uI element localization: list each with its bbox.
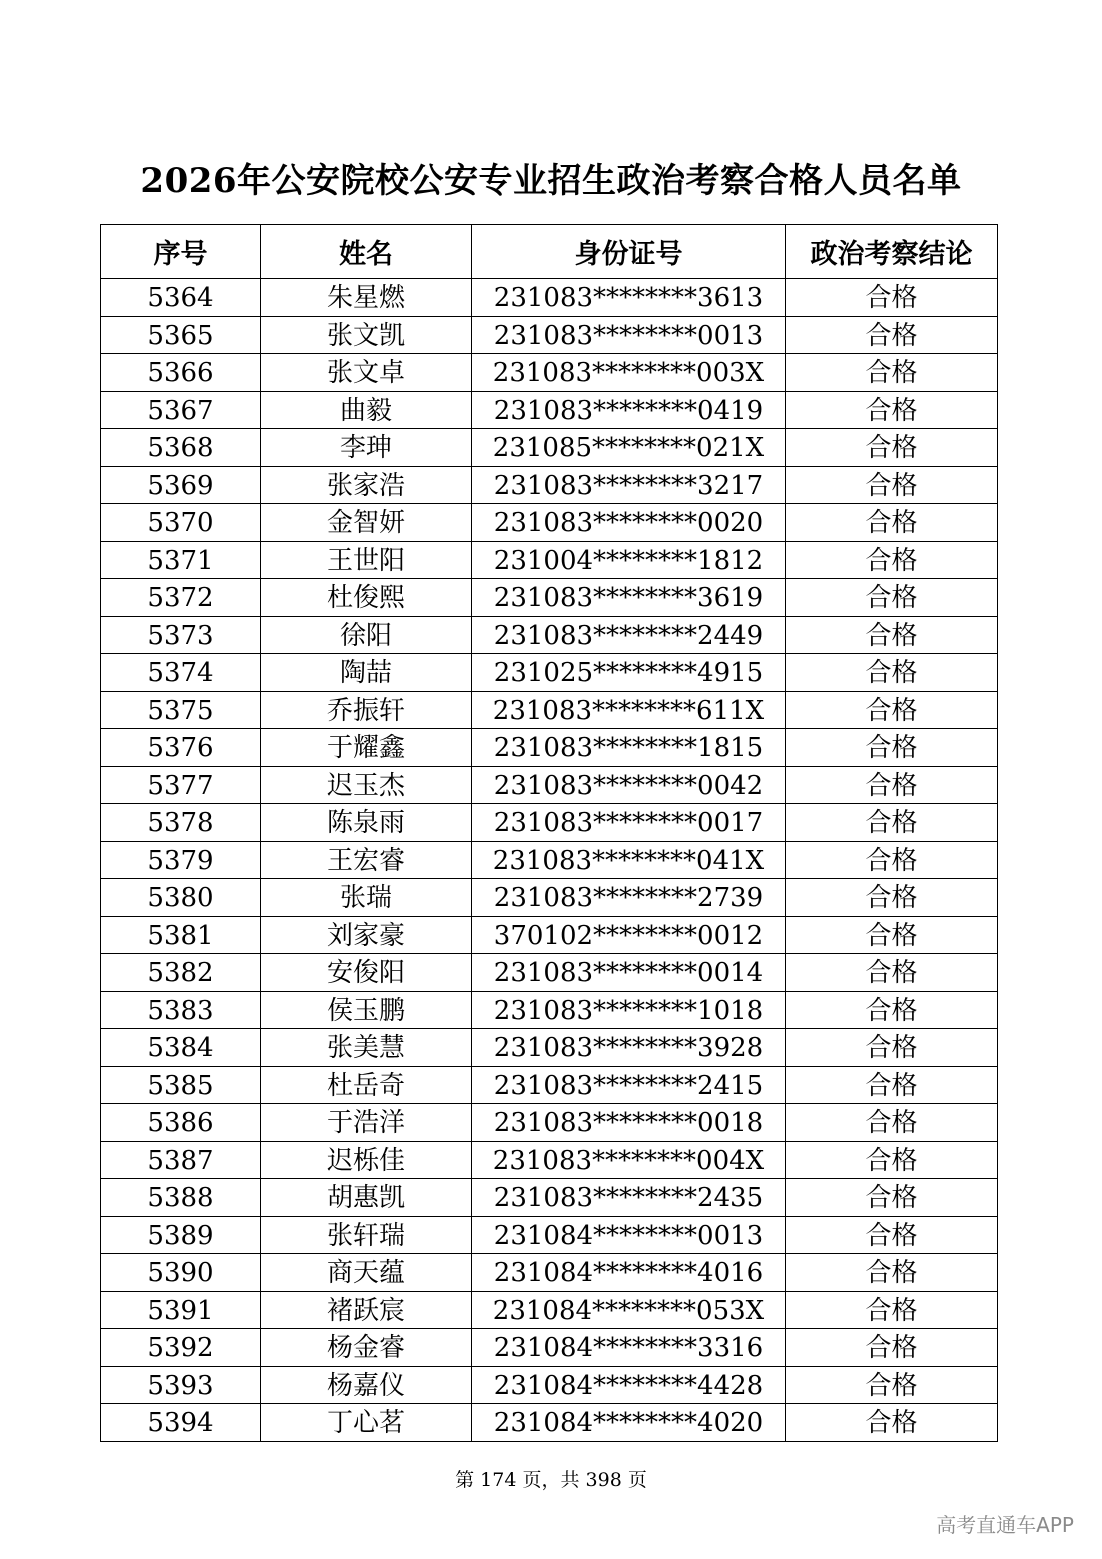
cell-name: 陶喆 bbox=[261, 654, 472, 692]
cell-seq: 5365 bbox=[101, 316, 261, 354]
cell-seq: 5378 bbox=[101, 804, 261, 842]
cell-id-number: 231083********3619 bbox=[472, 579, 786, 617]
cell-name: 杜岳奇 bbox=[261, 1066, 472, 1104]
cell-seq: 5384 bbox=[101, 1029, 261, 1067]
table-row bbox=[101, 804, 998, 842]
cell-name: 曲毅 bbox=[261, 391, 472, 429]
cell-id-number: 231084********0013 bbox=[472, 1216, 786, 1254]
cell-seq: 5392 bbox=[101, 1329, 261, 1367]
table-row bbox=[101, 1404, 998, 1442]
cell-seq: 5385 bbox=[101, 1066, 261, 1104]
cell-id-number: 231083********003X bbox=[472, 354, 786, 392]
cell-seq: 5390 bbox=[101, 1254, 261, 1292]
table-row bbox=[101, 504, 998, 542]
cell-id-number: 370102********0012 bbox=[472, 916, 786, 954]
table-row bbox=[101, 1029, 998, 1067]
cell-name: 张轩瑞 bbox=[261, 1216, 472, 1254]
cell-seq: 5373 bbox=[101, 616, 261, 654]
table-row bbox=[101, 916, 998, 954]
cell-result: 合格 bbox=[786, 1291, 998, 1329]
table-row bbox=[101, 1216, 998, 1254]
page-number: 第 174 页，共 398 页 bbox=[455, 1469, 647, 1491]
header-seq: 序号 bbox=[101, 225, 261, 279]
cell-name: 王宏睿 bbox=[261, 841, 472, 879]
cell-result: 合格 bbox=[786, 729, 998, 767]
cell-seq: 5382 bbox=[101, 954, 261, 992]
cell-name: 于浩洋 bbox=[261, 1104, 472, 1142]
cell-seq: 5376 bbox=[101, 729, 261, 767]
page-title: 2026年公安院校公安专业招生政治考察合格人员名单 bbox=[140, 161, 962, 201]
cell-result: 合格 bbox=[786, 1366, 998, 1404]
cell-seq: 5375 bbox=[101, 691, 261, 729]
table-header bbox=[101, 225, 998, 279]
cell-id-number: 231083********611X bbox=[472, 691, 786, 729]
cell-seq: 5370 bbox=[101, 504, 261, 542]
table-row bbox=[101, 1291, 998, 1329]
cell-result: 合格 bbox=[786, 991, 998, 1029]
table-row bbox=[101, 429, 998, 467]
cell-result: 合格 bbox=[786, 654, 998, 692]
cell-id-number: 231083********1815 bbox=[472, 729, 786, 767]
table-row bbox=[101, 729, 998, 767]
cell-seq: 5386 bbox=[101, 1104, 261, 1142]
cell-result: 合格 bbox=[786, 429, 998, 467]
cell-name: 张家浩 bbox=[261, 466, 472, 504]
cell-result: 合格 bbox=[786, 391, 998, 429]
cell-name: 李珅 bbox=[261, 429, 472, 467]
table-row bbox=[101, 616, 998, 654]
cell-name: 张瑞 bbox=[261, 879, 472, 917]
cell-name: 于耀鑫 bbox=[261, 729, 472, 767]
cell-seq: 5368 bbox=[101, 429, 261, 467]
table-row bbox=[101, 1066, 998, 1104]
table-row bbox=[101, 654, 998, 692]
cell-seq: 5383 bbox=[101, 991, 261, 1029]
cell-result: 合格 bbox=[786, 1141, 998, 1179]
cell-seq: 5388 bbox=[101, 1179, 261, 1217]
cell-name: 王世阳 bbox=[261, 541, 472, 579]
cell-seq: 5372 bbox=[101, 579, 261, 617]
table-row bbox=[101, 1104, 998, 1142]
cell-result: 合格 bbox=[786, 616, 998, 654]
cell-name: 张文卓 bbox=[261, 354, 472, 392]
cell-id-number: 231083********0042 bbox=[472, 766, 786, 804]
cell-id-number: 231083********004X bbox=[472, 1141, 786, 1179]
cell-id-number: 231083********2739 bbox=[472, 879, 786, 917]
cell-id-number: 231084********3316 bbox=[472, 1329, 786, 1367]
cell-seq: 5381 bbox=[101, 916, 261, 954]
cell-id-number: 231083********0014 bbox=[472, 954, 786, 992]
cell-id-number: 231083********041X bbox=[472, 841, 786, 879]
cell-seq: 5394 bbox=[101, 1404, 261, 1442]
header-name: 姓名 bbox=[261, 225, 472, 279]
cell-seq: 5389 bbox=[101, 1216, 261, 1254]
cell-name: 张美慧 bbox=[261, 1029, 472, 1067]
table-row bbox=[101, 541, 998, 579]
cell-name: 迟玉杰 bbox=[261, 766, 472, 804]
cell-name: 商天蕴 bbox=[261, 1254, 472, 1292]
cell-result: 合格 bbox=[786, 766, 998, 804]
table-row bbox=[101, 1329, 998, 1367]
cell-result: 合格 bbox=[786, 804, 998, 842]
cell-result: 合格 bbox=[786, 541, 998, 579]
cell-name: 徐阳 bbox=[261, 616, 472, 654]
cell-id-number: 231083********2449 bbox=[472, 616, 786, 654]
cell-result: 合格 bbox=[786, 466, 998, 504]
table-row bbox=[101, 1141, 998, 1179]
table-row bbox=[101, 579, 998, 617]
cell-name: 刘家豪 bbox=[261, 916, 472, 954]
cell-id-number: 231004********1812 bbox=[472, 541, 786, 579]
cell-seq: 5380 bbox=[101, 879, 261, 917]
cell-name: 胡惠凯 bbox=[261, 1179, 472, 1217]
cell-result: 合格 bbox=[786, 279, 998, 317]
cell-id-number: 231084********053X bbox=[472, 1291, 786, 1329]
cell-id-number: 231084********4428 bbox=[472, 1366, 786, 1404]
cell-seq: 5367 bbox=[101, 391, 261, 429]
table-row bbox=[101, 691, 998, 729]
cell-result: 合格 bbox=[786, 1404, 998, 1442]
table-row bbox=[101, 354, 998, 392]
cell-result: 合格 bbox=[786, 1216, 998, 1254]
cell-name: 张文凯 bbox=[261, 316, 472, 354]
cell-result: 合格 bbox=[786, 1029, 998, 1067]
header-row bbox=[101, 225, 998, 279]
cell-name: 安俊阳 bbox=[261, 954, 472, 992]
table-body bbox=[101, 279, 998, 1442]
cell-result: 合格 bbox=[786, 579, 998, 617]
cell-result: 合格 bbox=[786, 1179, 998, 1217]
cell-seq: 5393 bbox=[101, 1366, 261, 1404]
cell-result: 合格 bbox=[786, 354, 998, 392]
table-row bbox=[101, 991, 998, 1029]
cell-id-number: 231083********3217 bbox=[472, 466, 786, 504]
cell-name: 乔振轩 bbox=[261, 691, 472, 729]
cell-id-number: 231084********4016 bbox=[472, 1254, 786, 1292]
table-row bbox=[101, 1366, 998, 1404]
watermark: 高考直通车APP bbox=[936, 1513, 1074, 1537]
cell-result: 合格 bbox=[786, 916, 998, 954]
cell-name: 丁心茗 bbox=[261, 1404, 472, 1442]
header-result: 政治考察结论 bbox=[786, 225, 998, 279]
cell-id-number: 231083********3613 bbox=[472, 279, 786, 317]
cell-result: 合格 bbox=[786, 879, 998, 917]
cell-id-number: 231083********0013 bbox=[472, 316, 786, 354]
cell-seq: 5387 bbox=[101, 1141, 261, 1179]
cell-name: 陈泉雨 bbox=[261, 804, 472, 842]
cell-result: 合格 bbox=[786, 316, 998, 354]
cell-name: 侯玉鹏 bbox=[261, 991, 472, 1029]
table-row bbox=[101, 954, 998, 992]
cell-id-number: 231085********021X bbox=[472, 429, 786, 467]
table-row bbox=[101, 279, 998, 317]
cell-id-number: 231083********1018 bbox=[472, 991, 786, 1029]
cell-id-number: 231083********3928 bbox=[472, 1029, 786, 1067]
table-row bbox=[101, 766, 998, 804]
table-row bbox=[101, 316, 998, 354]
table-row bbox=[101, 879, 998, 917]
cell-id-number: 231025********4915 bbox=[472, 654, 786, 692]
cell-seq: 5369 bbox=[101, 466, 261, 504]
cell-seq: 5377 bbox=[101, 766, 261, 804]
cell-result: 合格 bbox=[786, 841, 998, 879]
cell-id-number: 231083********0017 bbox=[472, 804, 786, 842]
cell-id-number: 231083********0020 bbox=[472, 504, 786, 542]
roster-table bbox=[100, 224, 998, 1442]
cell-seq: 5374 bbox=[101, 654, 261, 692]
cell-seq: 5366 bbox=[101, 354, 261, 392]
table-row bbox=[101, 841, 998, 879]
header-id-number: 身份证号 bbox=[472, 225, 786, 279]
cell-name: 杨金睿 bbox=[261, 1329, 472, 1367]
cell-id-number: 231084********4020 bbox=[472, 1404, 786, 1442]
cell-id-number: 231083********2415 bbox=[472, 1066, 786, 1104]
cell-result: 合格 bbox=[786, 1104, 998, 1142]
table-row bbox=[101, 1254, 998, 1292]
cell-name: 褚跃宸 bbox=[261, 1291, 472, 1329]
cell-seq: 5364 bbox=[101, 279, 261, 317]
cell-name: 杨嘉仪 bbox=[261, 1366, 472, 1404]
cell-name: 杜俊熙 bbox=[261, 579, 472, 617]
cell-result: 合格 bbox=[786, 1254, 998, 1292]
cell-result: 合格 bbox=[786, 504, 998, 542]
cell-result: 合格 bbox=[786, 1329, 998, 1367]
cell-result: 合格 bbox=[786, 954, 998, 992]
cell-id-number: 231083********0419 bbox=[472, 391, 786, 429]
cell-name: 朱星燃 bbox=[261, 279, 472, 317]
cell-seq: 5391 bbox=[101, 1291, 261, 1329]
cell-id-number: 231083********0018 bbox=[472, 1104, 786, 1142]
table-row bbox=[101, 466, 998, 504]
table-row bbox=[101, 391, 998, 429]
cell-seq: 5379 bbox=[101, 841, 261, 879]
cell-id-number: 231083********2435 bbox=[472, 1179, 786, 1217]
cell-name: 迟栎佳 bbox=[261, 1141, 472, 1179]
cell-name: 金智妍 bbox=[261, 504, 472, 542]
cell-seq: 5371 bbox=[101, 541, 261, 579]
cell-result: 合格 bbox=[786, 1066, 998, 1104]
table-row bbox=[101, 1179, 998, 1217]
cell-result: 合格 bbox=[786, 691, 998, 729]
